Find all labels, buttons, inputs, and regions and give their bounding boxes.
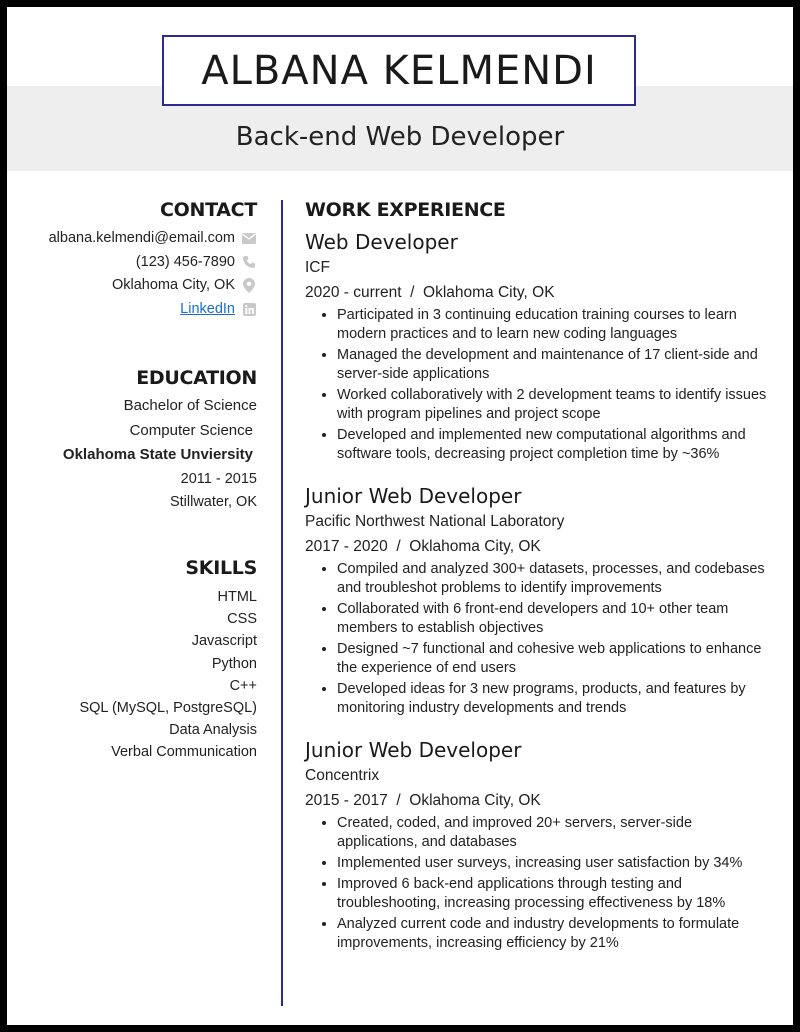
skill-item: Data Analysis — [169, 722, 257, 739]
job-bullet: • Improved 6 back-end applications through testing and troubleshooting, increasing processing effectiveness by 18% — [337, 875, 775, 913]
skills-section — [7, 557, 257, 764]
job-title: Web Developer — [305, 230, 458, 254]
skill-item: CSS — [227, 611, 257, 628]
job-dates: 2017 - 2020 / Oklahoma City, OK — [305, 538, 541, 555]
job-bullets — [305, 814, 775, 953]
education-major: Computer Science — [129, 421, 253, 439]
job-bullets — [305, 560, 775, 718]
job-bullets — [305, 306, 775, 464]
job-company: Pacific Northwest National Laboratory — [305, 513, 565, 530]
skills-list — [7, 586, 257, 764]
skill-item: Python — [211, 655, 257, 672]
job-bullet: • Created, coded, and improved 20+ servers, server-side applications, and databases — [337, 814, 775, 852]
job-title: Junior Web Developer — [305, 484, 522, 508]
job-title: Junior Web Developer — [305, 738, 522, 762]
education-years: 2011 - 2015 — [180, 470, 257, 487]
email-text: albana.kelmendi@email.com — [48, 230, 235, 246]
column-divider — [281, 200, 283, 1006]
job-bullet: • Analyzed current code and industry developments to formulate improvements, increasing efficiency by 21% — [337, 915, 775, 953]
education-school: Oklahoma State Unviersity — [62, 446, 253, 463]
work-section — [305, 199, 775, 955]
job-entry — [305, 484, 775, 718]
skill-item: Javascript — [191, 633, 257, 650]
contact-email — [7, 227, 257, 251]
skill-item: C++ — [229, 677, 257, 694]
contact-phone — [7, 251, 257, 275]
phone-icon — [241, 254, 257, 270]
job-bullet: • Compiled and analyzed 300+ datasets, processes, and codebases and troubleshot problems to identify improvements — [337, 560, 775, 598]
job-headline: Back-end Web Developer — [235, 122, 565, 152]
job-bullet: • Developed and implemented new computational algorithms and software tools, decreasing project completion time by ~36% — [337, 426, 775, 464]
education-degree: Bachelor of Science — [123, 397, 257, 414]
job-company: Concentrix — [305, 767, 380, 784]
job-company: ICF — [305, 259, 330, 276]
linkedin-icon — [241, 301, 257, 317]
job-bullet: • Implemented user surveys, increasing user satisfaction by 34% — [337, 854, 775, 873]
candidate-name: ALBANA KELMENDI — [201, 47, 597, 94]
resume-page — [7, 7, 793, 1025]
skill-item: HTML — [217, 589, 257, 605]
job-bullet: • Developed ideas for 3 new programs, products, and features by monitoring industry developments and trends — [337, 680, 775, 718]
work-heading: WORK EXPERIENCE — [305, 199, 506, 221]
education-location: Stillwater, OK — [169, 493, 257, 510]
education-heading: EDUCATION — [136, 367, 257, 389]
job-entry — [305, 738, 775, 953]
skill-item: SQL (MySQL, PostgreSQL) — [79, 700, 257, 717]
contact-linkedin[interactable] — [7, 298, 257, 322]
contact-section — [7, 199, 257, 321]
job-entry — [305, 230, 775, 464]
linkedin-link[interactable]: LinkedIn — [180, 300, 235, 317]
job-bullet: • Worked collaboratively with 2 development teams to identify issues with program pipelines and project scope — [337, 386, 775, 424]
contact-location — [7, 274, 257, 298]
contact-heading: CONTACT — [160, 199, 257, 221]
location-text: Oklahoma City, OK — [111, 277, 235, 293]
location-pin-icon — [241, 278, 257, 294]
skills-heading: SKILLS — [185, 557, 257, 579]
job-bullet: • Designed ~7 functional and cohesive web applications to enhance the experience of end users — [337, 640, 775, 678]
phone-text: (123) 456-7890 — [135, 253, 235, 270]
education-section — [7, 367, 257, 514]
skill-item: Verbal Communication — [111, 744, 257, 761]
envelope-icon — [241, 231, 257, 247]
job-dates: 2015 - 2017 / Oklahoma City, OK — [305, 792, 541, 809]
job-bullet: • Collaborated with 6 front-end developers and 10+ other team members to establish objectives — [337, 600, 775, 638]
job-bullet: • Managed the development and maintenance of 17 client-side and server-side applications — [337, 346, 775, 384]
name-box — [162, 35, 636, 106]
job-bullet: • Participated in 3 continuing education training courses to learn modern practices and to learn new coding languages — [337, 306, 775, 344]
job-dates: 2020 - current / Oklahoma City, OK — [305, 284, 555, 301]
